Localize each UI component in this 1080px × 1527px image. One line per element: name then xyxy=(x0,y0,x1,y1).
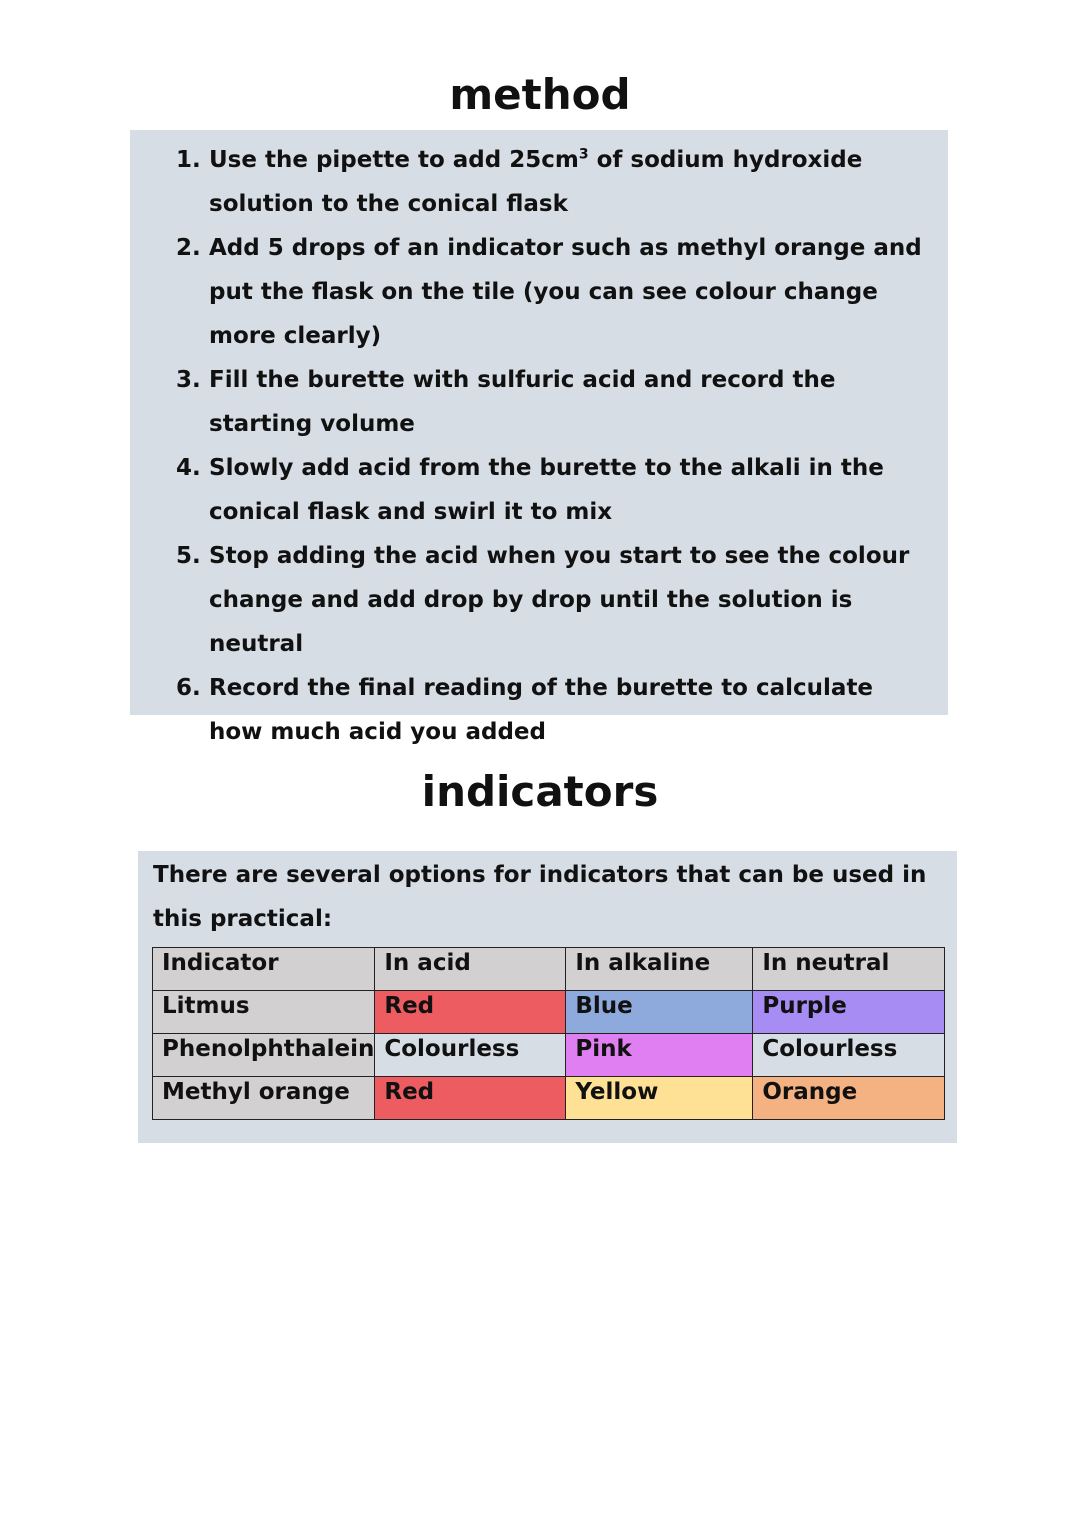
indicators-box xyxy=(138,851,957,1143)
table-row xyxy=(153,1034,945,1077)
table-row xyxy=(153,991,945,1034)
method-box xyxy=(130,130,948,745)
table-cell: Orange xyxy=(753,1077,945,1120)
method-heading: method xyxy=(449,70,631,119)
method-step-5 xyxy=(176,534,929,666)
method-step-6 xyxy=(176,666,929,754)
step-text xyxy=(209,138,929,226)
step-number: 6. xyxy=(176,675,201,701)
step-number: 3. xyxy=(176,367,201,393)
table-cell: Colourless xyxy=(753,1034,945,1077)
method-steps xyxy=(176,138,929,754)
indicators-intro: There are several options for indicators that can be used in this practical: xyxy=(153,862,927,932)
step-text: Stop adding the acid when you start to see the colour change and add drop by drop until the solution is neutral xyxy=(209,543,910,657)
step-number: 2. xyxy=(176,235,201,261)
superscript-3: 3 xyxy=(578,146,589,163)
table-cell: Purple xyxy=(753,991,945,1034)
table-cell: Colourless xyxy=(375,1034,566,1077)
table-cell: Red xyxy=(375,1077,566,1120)
step-text: Slowly add acid from the burette to the alkali in the conical flask and swirl it to mix xyxy=(209,455,884,525)
table-header-cell: In neutral xyxy=(753,948,945,991)
table-cell: Yellow xyxy=(566,1077,753,1120)
table-cell: Red xyxy=(375,991,566,1034)
table-cell: Blue xyxy=(566,991,753,1034)
step-number: 1. xyxy=(176,147,201,173)
step-text: Record the final reading of the burette to calculate how much acid you added xyxy=(209,675,874,745)
indicators-heading: indicators xyxy=(421,767,659,816)
indicators-table xyxy=(152,947,945,1120)
table-cell: Phenolphthalein xyxy=(153,1034,375,1077)
method-step-1 xyxy=(176,138,929,226)
step-text: Fill the burette with sulfuric acid and record the starting volume xyxy=(209,367,836,437)
table-row xyxy=(153,1077,945,1120)
table-cell: Methyl orange xyxy=(153,1077,375,1120)
table-header-row xyxy=(153,948,945,991)
table-header-cell: In acid xyxy=(375,948,566,991)
step-number: 4. xyxy=(176,455,201,481)
step-text-pre: Use the pipette to add 25cm xyxy=(209,147,579,173)
table-cell: Pink xyxy=(566,1034,753,1077)
method-step-4 xyxy=(176,446,929,534)
table-cell: Litmus xyxy=(153,991,375,1034)
table-header-cell: In alkaline xyxy=(566,948,753,991)
step-text-post: of sodium hydroxide solution to the conical flask xyxy=(209,147,863,217)
table-header-cell: Indicator xyxy=(153,948,375,991)
method-step-3 xyxy=(176,358,929,446)
step-number: 5. xyxy=(176,543,201,569)
method-step-2 xyxy=(176,226,929,358)
step-text: Add 5 drops of an indicator such as methyl orange and put the flask on the tile (you can see colour change more clearly) xyxy=(209,235,922,349)
